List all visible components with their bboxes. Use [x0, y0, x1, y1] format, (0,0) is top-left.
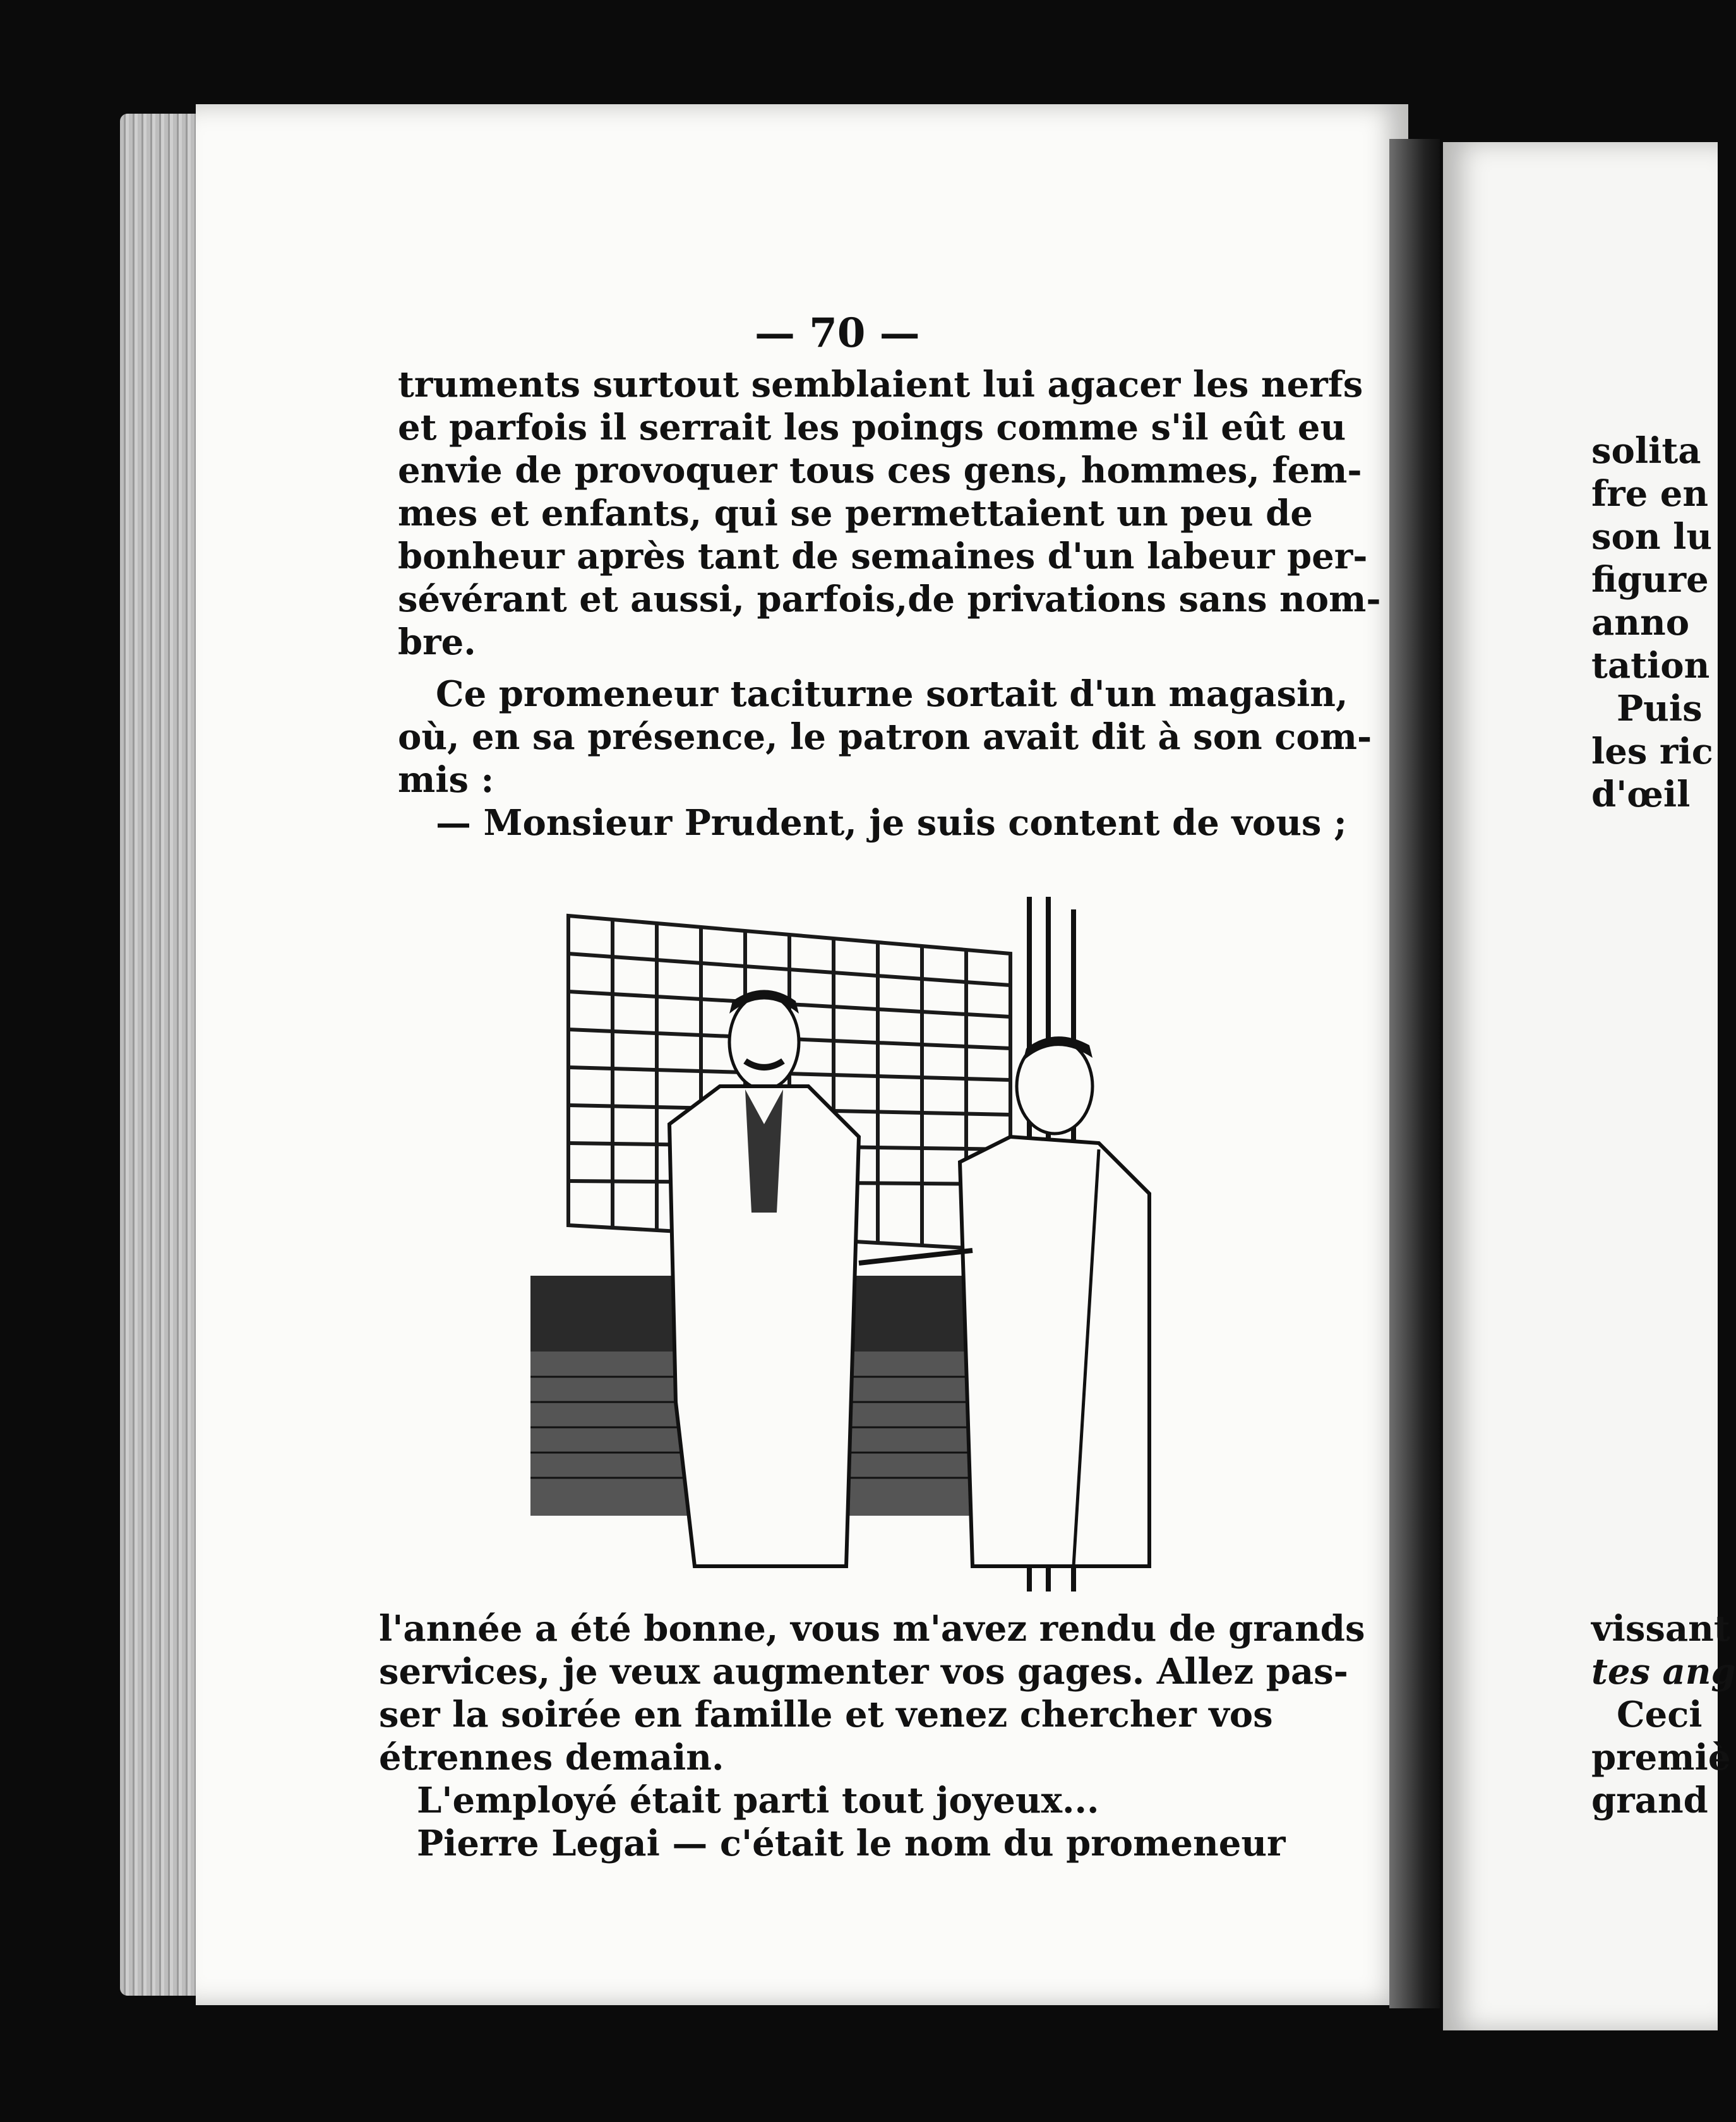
- text-line: Puis: [1617, 688, 1703, 729]
- text-line: premiè: [1591, 1737, 1731, 1778]
- text-line: fre en: [1591, 473, 1709, 515]
- top-paragraph: [398, 363, 1381, 844]
- text-line: anno: [1591, 602, 1690, 644]
- text-line: bre.: [398, 621, 476, 663]
- text-line: les ric: [1591, 731, 1713, 772]
- text-line: vissant: [1591, 1608, 1730, 1650]
- text-line: ser la soirée en famille et venez chercher vos: [379, 1694, 1273, 1735]
- text-line: mis :: [398, 759, 494, 801]
- text-line: bonheur après tant de semaines d'un labeur per-: [398, 536, 1368, 577]
- text-line: étrennes demain.: [379, 1737, 724, 1778]
- text-line: mes et enfants, qui se permettaient un peu de: [398, 493, 1313, 534]
- text-line: l'année a été bonne, vous m'avez rendu de grands: [379, 1608, 1365, 1650]
- text-line: où, en sa présence, le patron avait dit à son com-: [398, 716, 1372, 758]
- text-line: truments surtout semblaient lui agacer les nerfs: [398, 364, 1363, 405]
- text-line: et parfois il serrait les poings comme s'il eût eu: [398, 407, 1346, 448]
- text-line: Ceci: [1617, 1694, 1703, 1735]
- text-line: d'œil: [1591, 774, 1691, 815]
- page-number: — 70 —: [755, 309, 920, 357]
- dialogue-line: — Monsieur Prudent, je suis content de vous ;: [436, 802, 1347, 844]
- text-line: grand: [1591, 1780, 1708, 1821]
- text-line: solita: [1591, 430, 1701, 472]
- text-line: tation: [1591, 645, 1710, 686]
- text-line: L'employé était parti tout joyeux...: [417, 1780, 1099, 1821]
- text-line: tes ang: [1591, 1651, 1736, 1693]
- text-line: envie de provoquer tous ces gens, hommes, fem-: [398, 450, 1362, 491]
- text-line: services, je veux augmenter vos gages. Allez pas-: [379, 1651, 1348, 1693]
- right-page-top-fragment: [1591, 429, 1713, 816]
- text-line: Ce promeneur taciturne sortait d'un magasin,: [436, 673, 1348, 715]
- text-line: figure: [1591, 559, 1709, 601]
- text-line: sévérant et aussi, parfois,de privations sans nom-: [398, 578, 1381, 620]
- text-line: son lu: [1591, 516, 1713, 558]
- bottom-paragraph: [379, 1607, 1365, 1865]
- book-gutter: [1389, 139, 1440, 2008]
- right-page-bottom-fragment: [1591, 1607, 1736, 1822]
- text-line: Pierre Legai — c'était le nom du promeneur: [417, 1823, 1286, 1864]
- illustration-engraving: [530, 897, 1219, 1592]
